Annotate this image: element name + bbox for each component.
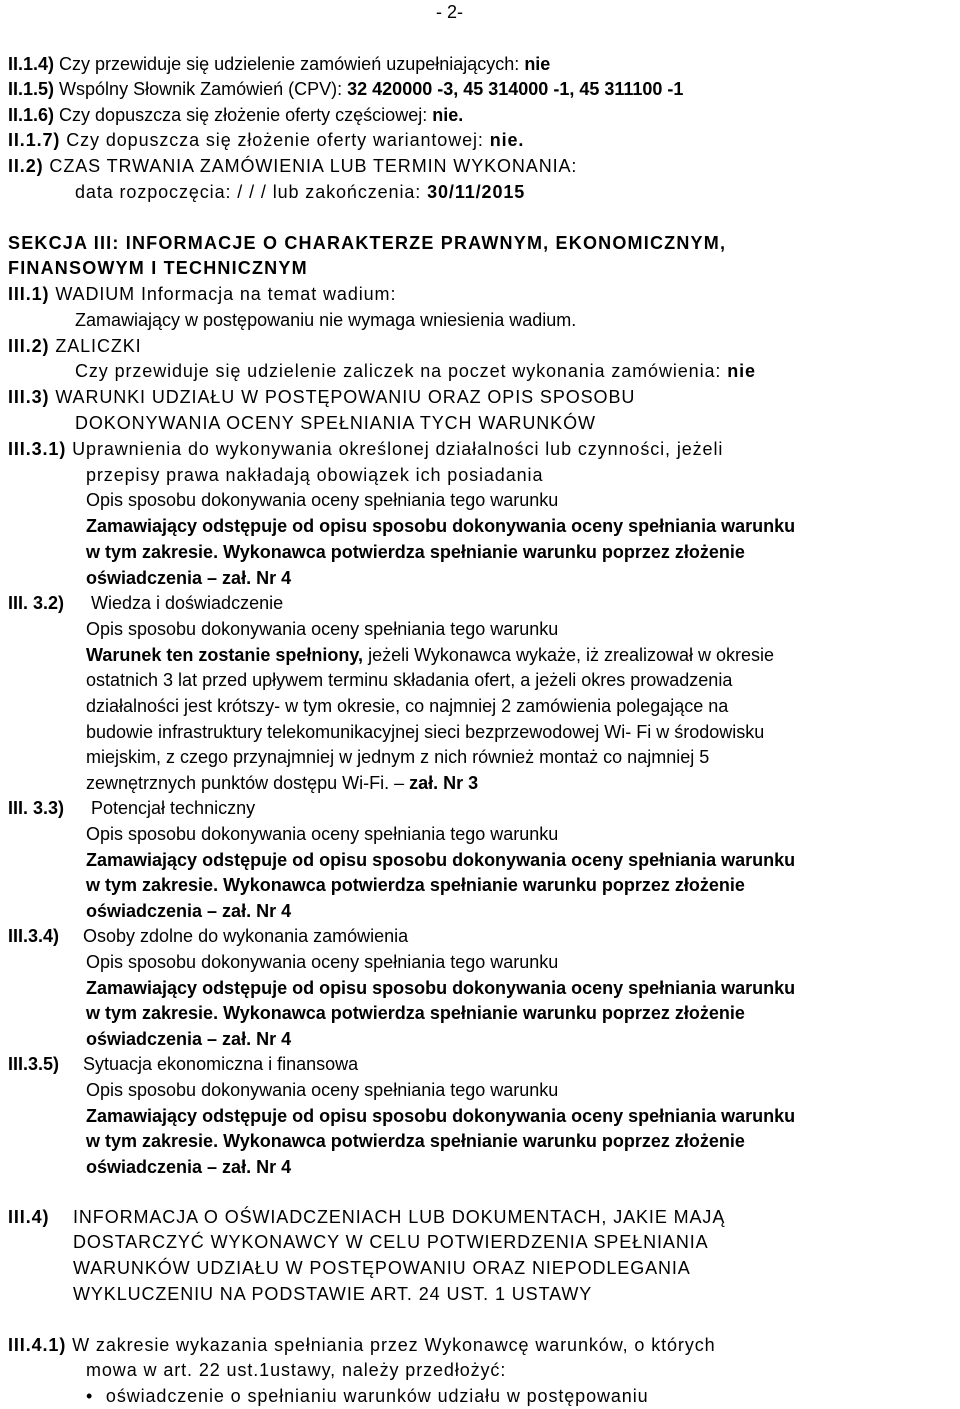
item-iii-3-cont: DOKONYWANIA OCENY SPEŁNIANIA TYCH WARUNKÓW bbox=[75, 413, 596, 433]
item-value: 30/11/2015 bbox=[427, 182, 526, 202]
item-iii-3-1 bbox=[8, 437, 723, 462]
zakres-text bbox=[86, 873, 745, 898]
item-label: II.2) bbox=[8, 156, 44, 176]
zakres-text bbox=[86, 1129, 745, 1154]
zamawiajacy-text: Zamawiający odstępuje od opisu sposobu dokonywania oceny spełniania warunku bbox=[86, 516, 796, 536]
item-label: III.3.1) bbox=[8, 439, 67, 459]
item-ii-1-4 bbox=[8, 52, 550, 77]
item-iii-2 bbox=[8, 334, 142, 359]
item-value: nie. bbox=[489, 130, 525, 150]
item-label: II.1.4) bbox=[8, 54, 55, 74]
item-ii-2 bbox=[8, 154, 577, 179]
warunek-line-5: miejskim, z czego przynajmniej w jednym z nich również montaż co najmniej 5 bbox=[86, 747, 710, 767]
zakres-b: Wykonawca potwierdza spełnianie warunku poprzez złożenie bbox=[223, 1131, 745, 1151]
item-text: ZALICZKI bbox=[55, 336, 142, 356]
warunek-line-2: ostatnich 3 lat przed upływem terminu składania ofert, a jeżeli okres prowadzenia bbox=[86, 670, 733, 690]
opis-text: Opis sposobu dokonywania oceny spełniania tego warunku bbox=[86, 952, 559, 972]
item-text: Osoby zdolne do wykonania zamówienia bbox=[83, 926, 409, 946]
zamawiajacy-text: Zamawiający odstępuje od opisu sposobu dokonywania oceny spełniania warunku bbox=[86, 1106, 796, 1126]
warunek-plain: zewnętrznych punktów dostępu Wi-Fi. – bbox=[86, 773, 405, 793]
item-sub: Czy przewiduje się udzielenie zaliczek na poczet wykonania zamówienia: bbox=[75, 361, 722, 381]
page-number: - 2- bbox=[436, 2, 463, 22]
item-iii-4-line-3: WARUNKÓW UDZIAŁU W POSTĘPOWANIU ORAZ NIEPODLEGANIA bbox=[73, 1258, 691, 1278]
zakres-a: w tym zakresie. bbox=[86, 542, 219, 562]
oswiadczenia-text: oświadczenia – zał. Nr 4 bbox=[86, 568, 292, 588]
item-label: II.1.6) bbox=[8, 105, 55, 125]
oswiadczenia-text: oświadczenia – zał. Nr 4 bbox=[86, 901, 292, 921]
item-label: III.3.4) bbox=[8, 926, 60, 946]
item-label: III.1) bbox=[8, 284, 50, 304]
item-label: III. 3.3) bbox=[8, 798, 65, 818]
warunek-rest: jeżeli Wykonawca wykaże, iż zrealizował w okresie bbox=[368, 645, 775, 665]
item-text: Czy przewiduje się udzielenie zamówień uzupełniających: bbox=[59, 54, 520, 74]
zakres-b: Wykonawca potwierdza spełnianie warunku poprzez złożenie bbox=[223, 875, 745, 895]
item-iii-1-sub: Zamawiający w postępowaniu nie wymaga wniesienia wadium. bbox=[75, 310, 577, 330]
warunek-bold: Warunek ten zostanie spełniony, bbox=[86, 645, 364, 665]
zakres-text bbox=[86, 540, 745, 565]
zamawiajacy-text: Zamawiający odstępuje od opisu sposobu dokonywania oceny spełniania warunku bbox=[86, 850, 796, 870]
item-ii-1-7 bbox=[8, 128, 524, 153]
zakres-b: Wykonawca potwierdza spełnianie warunku poprzez złożenie bbox=[223, 542, 745, 562]
item-text: Wspólny Słownik Zamówień (CPV): bbox=[59, 79, 343, 99]
item-text: WARUNKI UDZIAŁU W POSTĘPOWANIU ORAZ OPIS SPOSOBU bbox=[55, 387, 636, 407]
item-value: nie. bbox=[432, 105, 464, 125]
item-text: Potencjał techniczny bbox=[91, 798, 256, 818]
item-iii-3 bbox=[8, 385, 635, 410]
item-label: II.1.7) bbox=[8, 130, 61, 150]
opis-text: Opis sposobu dokonywania oceny spełniania tego warunku bbox=[86, 1080, 559, 1100]
item-iii-4-line-4: WYKLUCZENIU NA PODSTAWIE ART. 24 UST. 1 USTAWY bbox=[73, 1284, 593, 1304]
zakres-a: w tym zakresie. bbox=[86, 1131, 219, 1151]
item-ii-1-5 bbox=[8, 77, 683, 102]
item-iii-3-1-cont: przepisy prawa nakładają obowiązek ich posiadania bbox=[86, 465, 544, 485]
oswiadczenia-text: oświadczenia – zał. Nr 4 bbox=[86, 1157, 292, 1177]
warunek-line-6 bbox=[86, 771, 478, 796]
oswiadczenia-text: oświadczenia – zał. Nr 4 bbox=[86, 1029, 292, 1049]
warunek-line-1 bbox=[86, 643, 774, 668]
item-iii-4-1-cont: mowa w art. 22 ust.1ustawy, należy przedłożyć: bbox=[86, 1360, 507, 1380]
item-text: Czy dopuszcza się złożenie oferty częściowej: bbox=[59, 105, 428, 125]
item-ii-1-6 bbox=[8, 103, 463, 128]
item-value: nie bbox=[524, 54, 551, 74]
zamawiajacy-text: Zamawiający odstępuje od opisu sposobu dokonywania oceny spełniania warunku bbox=[86, 978, 796, 998]
item-sub: data rozpoczęcia: / / / lub zakończenia: bbox=[75, 182, 422, 202]
item-text: INFORMACJA O OŚWIADCZENIACH LUB DOKUMENTACH, JAKIE MAJĄ bbox=[73, 1207, 726, 1227]
item-text: Czy dopuszcza się złożenie oferty wariantowej: bbox=[66, 130, 484, 150]
item-label: III.4.1) bbox=[8, 1335, 67, 1355]
item-text: Wiedza i doświadczenie bbox=[91, 593, 284, 613]
item-text: W zakresie wykazania spełniania przez Wykonawcę warunków, o których bbox=[72, 1335, 716, 1355]
item-label: II.1.5) bbox=[8, 79, 55, 99]
item-label: III.3.5) bbox=[8, 1054, 60, 1074]
item-iii-1 bbox=[8, 282, 396, 307]
item-label: III.4) bbox=[8, 1207, 50, 1227]
opis-text: Opis sposobu dokonywania oceny spełniania tego warunku bbox=[86, 619, 559, 639]
bullet-text: oświadczenie o spełnianiu warunków udziału w postępowaniu bbox=[105, 1386, 649, 1406]
item-iii-4 bbox=[8, 1205, 725, 1230]
warunek-line-3: działalności jest krótszy- w tym okresie, co najmniej 2 zamówienia polegające na bbox=[86, 696, 729, 716]
item-label: III.3) bbox=[8, 387, 50, 407]
item-text: Sytuacja ekonomiczna i finansowa bbox=[83, 1054, 359, 1074]
item-ii-2-dates bbox=[75, 180, 525, 205]
bullet-item bbox=[86, 1384, 649, 1409]
warunek-line-4: budowie infrastruktury telekomunikacyjnej sieci bezprzewodowej Wi- Fi w środowisku bbox=[86, 722, 765, 742]
bullet-icon: • bbox=[86, 1386, 94, 1406]
zakres-text bbox=[86, 1001, 745, 1026]
item-label: III. 3.2) bbox=[8, 593, 65, 613]
opis-text: Opis sposobu dokonywania oceny spełniania tego warunku bbox=[86, 490, 559, 510]
item-iii-3-3 bbox=[8, 796, 255, 821]
item-iii-3-4 bbox=[8, 924, 408, 949]
zakres-b: Wykonawca potwierdza spełnianie warunku poprzez złożenie bbox=[223, 1003, 745, 1023]
item-iii-3-5 bbox=[8, 1052, 358, 1077]
item-iii-4-1 bbox=[8, 1333, 716, 1358]
section-title: SEKCJA III: INFORMACJE O CHARAKTERZE PRAWNYM, EKONOMICZNYM, bbox=[8, 233, 727, 253]
item-iii-4-line-2: DOSTARCZYĆ WYKONAWCY W CELU POTWIERDZENIA SPEŁNIANIA bbox=[73, 1232, 709, 1252]
item-label: III.2) bbox=[8, 336, 50, 356]
warunek-attachment: zał. Nr 3 bbox=[409, 773, 479, 793]
section-title-cont: FINANSOWYM I TECHNICZNYM bbox=[8, 258, 308, 278]
item-text: CZAS TRWANIA ZAMÓWIENIA LUB TERMIN WYKONANIA: bbox=[49, 156, 578, 176]
item-value: nie bbox=[727, 361, 756, 381]
item-iii-2-sub bbox=[75, 359, 756, 384]
item-iii-3-2 bbox=[8, 591, 283, 616]
zakres-a: w tym zakresie. bbox=[86, 875, 219, 895]
item-text: Uprawnienia do wykonywania określonej działalności lub czynności, jeżeli bbox=[72, 439, 724, 459]
item-text: WADIUM Informacja na temat wadium: bbox=[55, 284, 397, 304]
item-value: 32 420000 -3, 45 314000 -1, 45 311100 -1 bbox=[347, 79, 684, 99]
zakres-a: w tym zakresie. bbox=[86, 1003, 219, 1023]
opis-text: Opis sposobu dokonywania oceny spełniania tego warunku bbox=[86, 824, 559, 844]
